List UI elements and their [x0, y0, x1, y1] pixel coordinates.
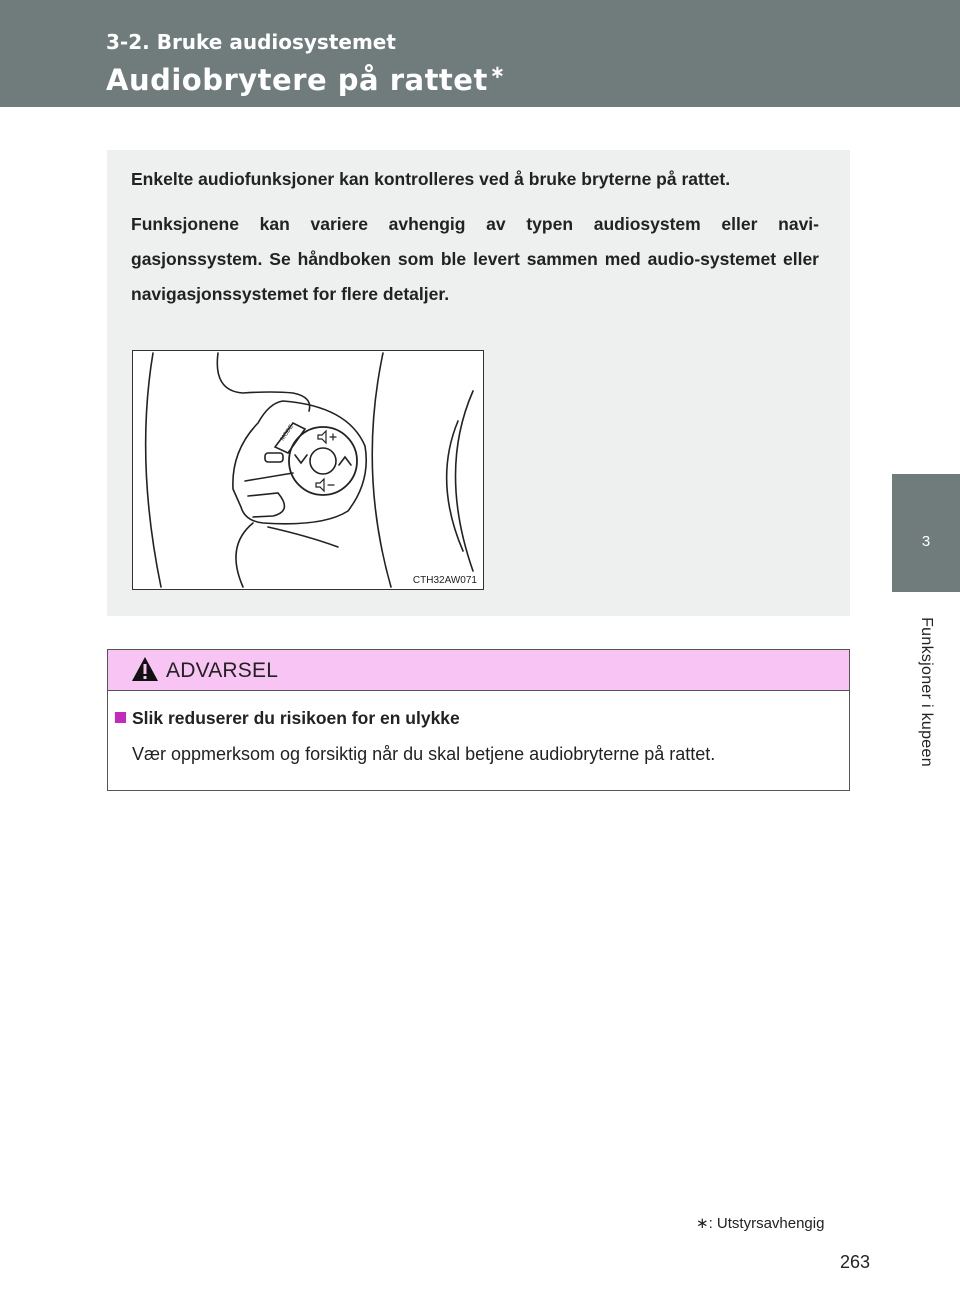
page-title-text: Audiobrytere på rattet — [106, 63, 488, 97]
figure-id: CTH32AW071 — [412, 575, 477, 586]
intro-paragraph: Enkelte audiofunksjoner kan kontrolleres ved å bruke bryterne på rattet. — [131, 169, 731, 189]
intro-box — [107, 150, 850, 616]
warning-label: ADVARSEL — [166, 659, 279, 682]
steering-wheel-drawing — [133, 351, 483, 589]
warning-title: Slik reduserer du risikoen for en ulykke — [132, 708, 460, 728]
side-tab-top — [892, 0, 960, 107]
page-number: 263 — [840, 1252, 871, 1272]
intro-paragraph: Funksjonene kan variere avhengig av typen audiosystem eller navi-gasjonssystem. Se håndboken som ble levert sammen med audio-systemet eller navigasjonssystemet for flere detaljer. — [131, 214, 819, 304]
mode-button-label: MODE — [279, 423, 295, 443]
warning-header — [108, 650, 849, 691]
warning-bullet — [115, 712, 126, 723]
intro-text — [131, 162, 819, 322]
warning-text: Vær oppmerksom og forsiktig når du skal betjene audiobryterne på rattet. — [132, 744, 716, 764]
title-footnote-mark: ∗ — [489, 62, 506, 83]
chapter-number: 3 — [921, 533, 931, 550]
steering-wheel-switch-illustration — [132, 350, 484, 590]
section-label: 3-2. Bruke audiosystemet — [106, 30, 396, 54]
chapter-name: Funksjoner i kupeen — [918, 617, 935, 767]
footnote: ∗: Utstyrsavhengig — [696, 1215, 825, 1232]
chapter-side-tab — [892, 0, 960, 1310]
warning-box — [107, 649, 850, 791]
page-title — [106, 62, 505, 97]
page-header — [0, 0, 892, 107]
warning-triangle-icon — [130, 655, 160, 683]
